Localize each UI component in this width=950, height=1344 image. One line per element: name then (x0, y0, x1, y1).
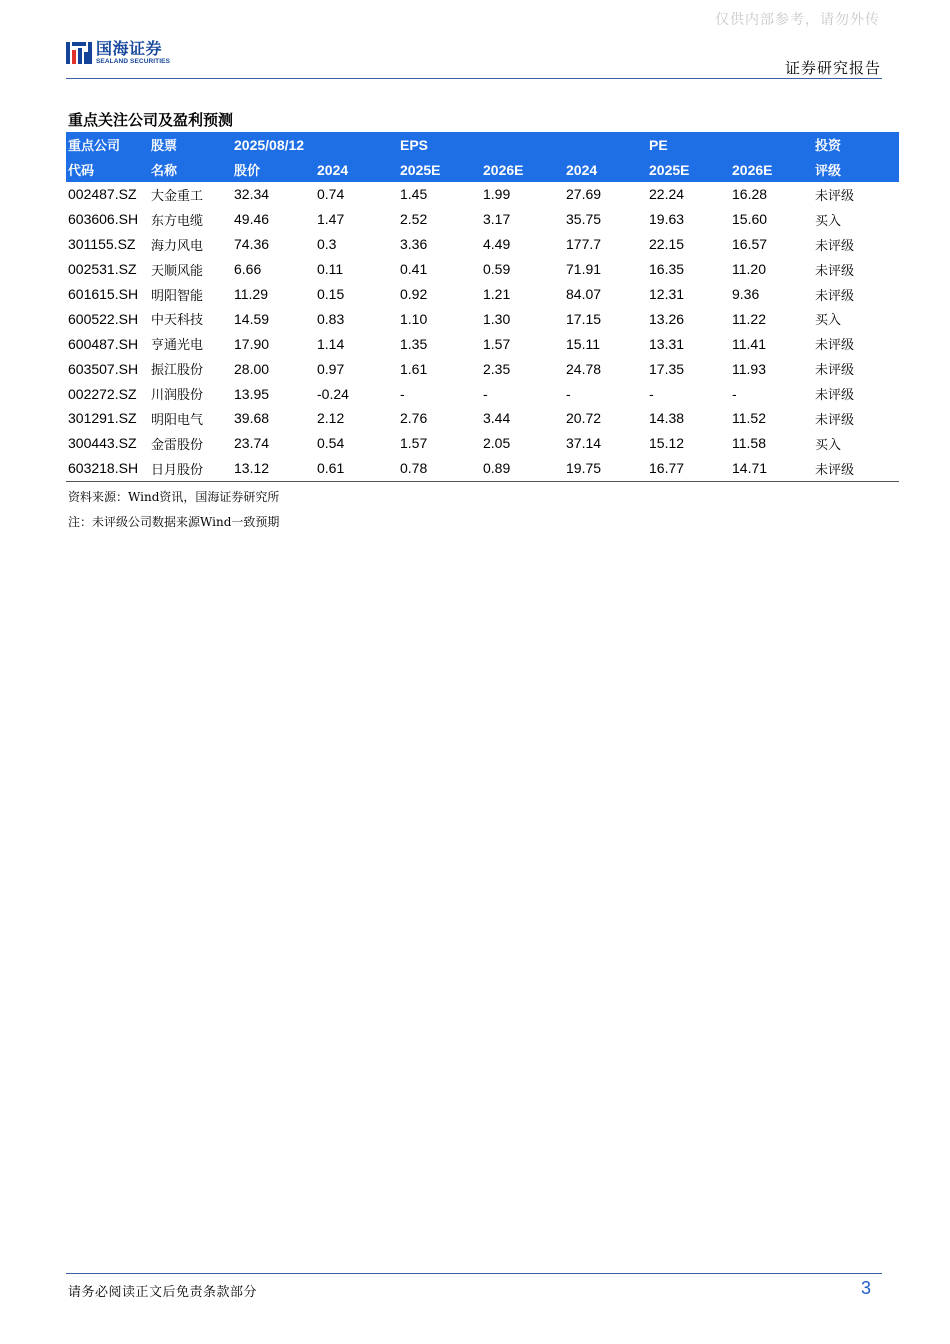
cell-pe-2026e: 11.20 (732, 261, 766, 278)
cell-pe-2025e: 19.63 (649, 211, 685, 228)
cell-eps-2026e: 4.49 (483, 236, 511, 253)
cell-code: 002487.SZ (68, 186, 137, 203)
cell-rating: 未评级 (815, 263, 855, 279)
cell-price: 23.74 (234, 435, 270, 452)
cell-rating: 未评级 (815, 412, 855, 428)
header-date: 2025/08/12 (234, 136, 305, 153)
cell-eps-2025e: 3.36 (400, 236, 428, 253)
table-row (66, 381, 899, 406)
cell-code: 002272.SZ (68, 385, 137, 402)
cell-code: 300443.SZ (68, 435, 137, 452)
cell-pe-2025e: 22.24 (649, 186, 685, 203)
forecast-note: 注：未评级公司数据来源Wind一致预期 (68, 515, 280, 529)
table-header-row-1 (66, 132, 899, 157)
footer-disclaimer: 请务必阅读正文后免责条款部分 (68, 1285, 258, 1300)
cell-pe-2026e: 9.36 (732, 286, 760, 302)
cell-eps-2025e: 0.78 (398, 456, 481, 481)
cell-pe-2025e: 12.31 (649, 286, 685, 302)
cell-rating: 买入 (815, 313, 842, 329)
cell-price: 14.59 (234, 310, 270, 327)
cell-pe-2024: 27.69 (566, 186, 602, 203)
cell-eps-2026e: - (483, 385, 488, 402)
cell-pe-2025e: 17.35 (649, 360, 685, 377)
cell-eps-2024: 0.15 (317, 286, 345, 302)
table-row (66, 456, 899, 481)
cell-eps-2024: 0.54 (317, 435, 345, 452)
cell-eps-2026e: 1.99 (483, 186, 511, 203)
cell-price: 28.00 (234, 360, 270, 377)
cell-eps-2026e: 0.89 (481, 456, 564, 481)
report-type-title: 证券研究报告 (784, 59, 881, 77)
cell-pe-2024: 20.72 (566, 410, 602, 427)
header-pe-2026e: 2026E (732, 161, 773, 178)
cell-eps-2025e: 0.41 (400, 261, 428, 278)
cell-eps-2025e: 2.52 (400, 211, 428, 228)
cell-pe-2025e: 22.15 (649, 236, 685, 253)
cell-price: 32.34 (234, 186, 270, 203)
cell-code: 603507.SH (68, 360, 139, 377)
watermark: 仅供内部参考，请勿外传 (715, 12, 880, 28)
header-rating: 评级 (815, 164, 842, 179)
cell-eps-2026e: 2.05 (483, 435, 511, 452)
cell-pe-2026e: 14.71 (730, 456, 813, 481)
cell-price: 39.68 (234, 410, 270, 427)
cell-pe-2024: 24.78 (566, 360, 602, 377)
footer-divider (66, 1273, 882, 1274)
cell-pe-2025e: 16.77 (647, 456, 730, 481)
cell-name: 川润股份 (151, 388, 204, 404)
cell-name: 大金重工 (151, 188, 204, 204)
sealand-logo-icon (66, 40, 92, 66)
cell-eps-2024: 0.3 (317, 236, 337, 253)
table-row (66, 207, 899, 232)
header-stock: 股票 (151, 139, 178, 154)
header-empty (481, 132, 564, 157)
cell-name: 明阳电气 (151, 412, 204, 428)
header-company-code: 重点公司 (68, 139, 121, 154)
cell-pe-2026e: 11.58 (732, 435, 766, 452)
cell-price: 6.66 (234, 261, 262, 278)
cell-price: 13.95 (234, 385, 270, 402)
cell-eps-2026e: 3.17 (483, 211, 511, 228)
cell-rating: 未评级 (815, 288, 855, 304)
cell-pe-2026e: 11.41 (732, 335, 766, 352)
cell-pe-2026e: 15.60 (732, 211, 768, 228)
source-note: 资料来源：Wind资讯，国海证券研究所 (68, 490, 280, 504)
cell-price: 13.12 (232, 456, 315, 481)
cell-name: 海力风电 (151, 238, 204, 254)
cell-code: 301291.SZ (68, 410, 137, 427)
cell-pe-2024: 19.75 (564, 456, 647, 481)
header-investment: 投资 (815, 139, 842, 154)
header-eps-2026e: 2026E (483, 161, 524, 178)
cell-eps-2025e: - (400, 385, 405, 402)
cell-pe-2024: - (566, 385, 571, 402)
table-row (66, 306, 899, 331)
cell-pe-2026e: 11.93 (732, 360, 766, 377)
cell-code: 601615.SH (68, 286, 139, 302)
header-name: 名称 (151, 164, 178, 179)
cell-eps-2024: 0.74 (317, 186, 345, 203)
cell-eps-2024: 1.14 (317, 335, 345, 352)
cell-eps-2026e: 1.21 (483, 286, 511, 302)
cell-code: 600522.SH (68, 310, 139, 327)
cell-pe-2024: 84.07 (566, 286, 602, 302)
cell-rating: 买入 (815, 213, 842, 229)
cell-rating: 未评级 (815, 388, 855, 404)
forecast-table (66, 132, 899, 482)
cell-eps-2024: 0.61 (315, 456, 398, 481)
brand-name-en: SEALAND SECURITIES (96, 57, 171, 65)
cell-code: 002531.SZ (68, 261, 137, 278)
cell-eps-2024: 1.47 (317, 211, 345, 228)
table-body (66, 182, 899, 481)
cell-pe-2024: 15.11 (566, 335, 600, 352)
table-row (66, 356, 899, 381)
cell-name: 亨通光电 (151, 338, 204, 354)
cell-eps-2025e: 1.61 (400, 360, 428, 377)
cell-pe-2025e: 13.26 (649, 310, 685, 327)
cell-pe-2025e: - (649, 385, 654, 402)
cell-code: 301155.SZ (68, 236, 136, 253)
header-eps-2024: 2024 (317, 161, 349, 178)
table-header-row-2 (66, 157, 899, 182)
cell-pe-2024: 177.7 (566, 236, 602, 253)
cell-name: 东方电缆 (151, 213, 204, 229)
cell-eps-2026e: 1.30 (483, 310, 511, 327)
section-title: 重点关注公司及盈利预测 (68, 111, 234, 129)
cell-name: 日月股份 (149, 456, 232, 481)
table-row (66, 282, 899, 307)
cell-pe-2025e: 13.31 (649, 335, 685, 352)
cell-eps-2025e: 0.92 (400, 286, 428, 302)
cell-rating: 未评级 (815, 188, 855, 204)
cell-price: 11.29 (234, 286, 268, 302)
cell-code: 603218.SH (66, 456, 149, 481)
cell-price: 49.46 (234, 211, 270, 228)
cell-name: 天顺风能 (151, 263, 204, 279)
header-code: 代码 (68, 164, 95, 179)
table-row (66, 331, 899, 356)
cell-rating: 未评级 (815, 363, 855, 379)
header-eps-2025e: 2025E (400, 161, 441, 178)
header-empty (315, 132, 398, 157)
header-empty (564, 132, 647, 157)
cell-pe-2026e: - (732, 385, 737, 402)
cell-eps-2024: 0.97 (317, 360, 345, 377)
cell-code: 603606.SH (68, 211, 139, 228)
cell-pe-2026e: 11.22 (732, 310, 766, 327)
header-empty (730, 132, 813, 157)
table-row (66, 232, 899, 257)
cell-pe-2024: 35.75 (566, 211, 602, 228)
cell-price: 17.90 (234, 335, 270, 352)
table-row (66, 406, 899, 431)
cell-pe-2025e: 16.35 (649, 261, 685, 278)
cell-rating: 买入 (815, 437, 842, 453)
cell-eps-2026e: 1.57 (483, 335, 511, 352)
cell-eps-2025e: 2.76 (400, 410, 428, 427)
cell-name: 中天科技 (151, 313, 204, 329)
table-row (66, 257, 899, 282)
table-row (66, 431, 899, 456)
cell-eps-2026e: 3.44 (483, 410, 511, 427)
cell-name: 振江股份 (151, 363, 204, 379)
cell-pe-2025e: 15.12 (649, 435, 685, 452)
brand-logo (66, 40, 170, 66)
cell-eps-2024: 2.12 (317, 410, 345, 427)
cell-code: 600487.SH (68, 335, 139, 352)
cell-pe-2026e: 16.28 (732, 186, 768, 203)
cell-pe-2024: 71.91 (566, 261, 602, 278)
cell-eps-2024: 0.83 (317, 310, 345, 327)
cell-pe-2026e: 16.57 (732, 236, 768, 253)
cell-name: 明阳智能 (151, 288, 204, 304)
cell-price: 74.36 (234, 236, 270, 253)
cell-pe-2024: 17.15 (566, 310, 602, 327)
header-price: 股价 (234, 164, 261, 179)
cell-rating: 未评级 (813, 456, 899, 481)
cell-eps-2025e: 1.10 (400, 310, 428, 327)
page-number: 3 (860, 1278, 871, 1298)
cell-eps-2024: 0.11 (317, 261, 344, 278)
header-pe-2024: 2024 (566, 161, 598, 178)
cell-pe-2024: 37.14 (566, 435, 602, 452)
cell-rating: 未评级 (815, 238, 855, 254)
cell-rating: 未评级 (815, 338, 855, 354)
cell-eps-2025e: 1.35 (400, 335, 428, 352)
cell-name: 金雷股份 (151, 437, 204, 453)
header-divider (66, 78, 882, 79)
cell-eps-2025e: 1.57 (400, 435, 428, 452)
header-pe-2025e: 2025E (649, 161, 690, 178)
header-eps: EPS (400, 136, 429, 153)
cell-eps-2026e: 0.59 (483, 261, 511, 278)
cell-pe-2025e: 14.38 (649, 410, 685, 427)
cell-pe-2026e: 11.52 (732, 410, 766, 427)
header-pe: PE (649, 136, 668, 153)
cell-eps-2026e: 2.35 (483, 360, 511, 377)
brand-name-cn: 国海证券 (96, 38, 163, 58)
table-row (66, 182, 899, 207)
cell-eps-2025e: 1.45 (400, 186, 428, 203)
cell-eps-2024: -0.24 (317, 385, 349, 402)
